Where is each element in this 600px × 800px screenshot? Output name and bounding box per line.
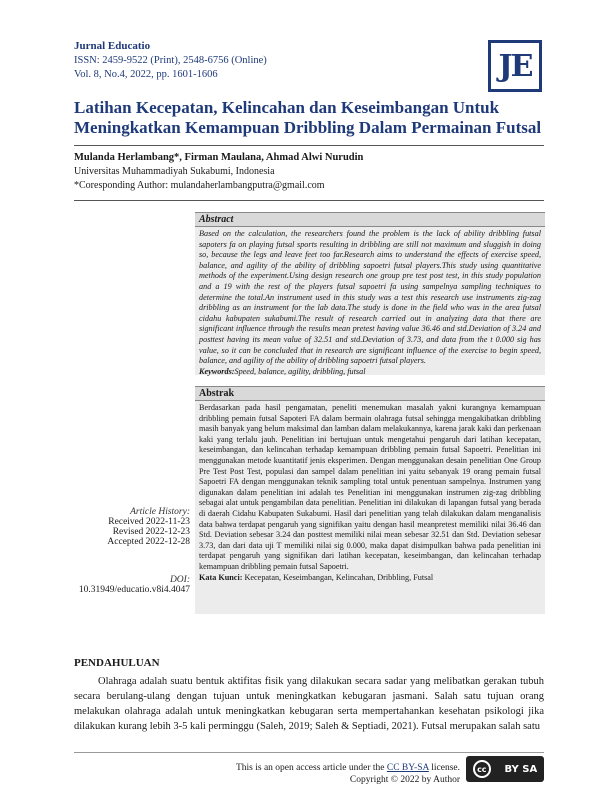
doi-value[interactable]: 10.31949/educatio.v8i4.4047 xyxy=(78,585,190,595)
received-date: Received 2022-11-23 xyxy=(108,517,190,527)
license-link[interactable]: CC BY-SA xyxy=(386,763,429,773)
article-history xyxy=(74,507,190,547)
abstract-en-heading: Abstract xyxy=(195,213,545,227)
abstract-en-box xyxy=(195,212,545,375)
copyright: Copyright © 2022 by Author xyxy=(349,775,460,785)
keywords-id-label: Kata Kunci: xyxy=(199,572,243,582)
abstract-en-body: Based on the calculation, the researchers found the problem is the lack of ability dribbling futsal sapoters fa on playing futsal sports resulting in dribbling are still not maximum and sluggish in doing so, because the legs and leave feet too far.Research aims to understand the effects of exercise speed, balance, and agility of the ability of dribbling sapoetri futsal players.This study using quantitative methods of the experiment.Using design research one group pre test post test, in this study population and a 19 with the rest of the players futsal sapoetri fa using sampelnya sampling techniques to determine the total.An instrument used in this study was a test this research use instruments zig-zag dribbling as an instrument for the lab data.The study is done in the field who was in the area futsal cidahu kabupaten sukabumi.The result of research carried out in analyzing data that there are significant influence through the results mean pretest having value 36.46 and std.Deviation of 3.24 and posttest having its mean value of 32.51 and std.Deviation of 3.73, and data from the t 0.000 sig has value, so it can be concluded that in research are significant influence of the exercise to begin speed, balance, and agility of the ability of dribbling sapoetri futsal players. xyxy=(199,229,541,366)
abstract-id-text xyxy=(195,401,545,585)
section-body: Olahraga adalah suatu bentuk aktifitas fisik yang dilakukan secara sadar yang melibatkan gerakan tubuh secara berulang-ulang dengan tujuan untuk meningkatkan kebugaran jasmani. Salah satu tujuan orang melakukan olahraga adalah untuk meningkatkan kebugaran serta mempertahankan kesehatan psikologi jika dilakukan kurang lebih 3-5 kali perminggu (Saleh, 2019; Saleh & Septiadi, 2021). Futsal merupakan salah satu xyxy=(74,676,544,732)
accepted-date: Accepted 2022-12-28 xyxy=(107,537,190,547)
affiliation: Universitas Muhammadiyah Sukabumi, Indonesia xyxy=(74,166,275,177)
section-title: PENDAHULUAN xyxy=(74,657,160,669)
authors: Mulanda Herlambang*, Firman Maulana, Ahmad Alwi Nurudin xyxy=(74,152,364,163)
article-history-heading: Article History: xyxy=(130,507,190,517)
abstract-id-body: Berdasarkan pada hasil pengamatan, peneliti menemukan masalah yakni kurangnya kemampuan dribbling pemain futsal Sapoteri FA dalam bermain olahraga futsal sehingga mengakibatkan dribbling masih banyak yang belum maksimal dan lamban dalam melakukannya, karena jarak kaki dan perkenaan kaki yang terlalu jauh. Penelitian ini bertujuan untuk mengetahui pengaruh dari latihan kecepatan, keseimbangan, dan kelincahan terhadap kemampuan dribbling pemain futsal Sapoetri. Penelitian ini menggunakan metode kuantitatif jenis eksperimen. Dengan menggunakan desain penelitian One Group Pre Test Post Test, populasi dan sampel dalam penelitian ini yaitu sebanyak 19 orang pemain futsal Sapoetri FA dengan menggunakan teknik sampling total untuk penentuan sampelnya. Instrumen yang digunakan dalam penelitian ini adalah tes Penelitian ini menggunakan instrumen zig-zag dribbling sebagai alat untuk pengambilan data penelitian. Penelitian ini dilakukan di lapangan futsal yang berada di daerah Cidahu Kabupaten Sukabumi. Hasil dari penelitian yang telah dilakukan dalam menganalisis data bahwa terdapat pengaruh yang signifikan yaitu dengan hasil meanpretest memiliki nilai 36.46 dan Std. Deviation sebesar 3.24 dan posttest memiliki nilai mean sebesar 32.51 dan Std. Deviation sebesar 3.73, dan dari data uji T memiliki nilai sig 0.000, maka dapat disimpulkan bahwa pada penelitian ini terdapat pengaruh yang signifikan dari latihan kecepatan, keseimbangan, dan kelincahan terhadap kemampuan dribbling pemain futsal Sapoetri. xyxy=(199,403,541,571)
badge-text: BY SA xyxy=(504,763,538,775)
license-suffix: license. xyxy=(431,763,460,773)
journal-volume: Vol. 8, No.4, 2022, pp. 1601-1606 xyxy=(74,69,218,80)
doi-block xyxy=(74,575,190,595)
divider xyxy=(74,145,544,146)
corresponding-author: *Coresponding Author: mulandaherlambangputra@gmail.com xyxy=(74,180,325,191)
cc-by-sa-badge[interactable] xyxy=(466,756,544,782)
keywords-en-label: Keywords: xyxy=(199,366,235,376)
revised-date: Revised 2022-12-23 xyxy=(112,527,190,537)
abstract-id-box xyxy=(195,386,545,614)
cc-icon: cc xyxy=(473,760,491,778)
license-note xyxy=(230,762,460,786)
abstract-en-text xyxy=(195,227,545,379)
doi-label: DOI: xyxy=(169,575,190,585)
divider xyxy=(74,200,544,201)
footer-divider xyxy=(74,752,544,753)
license-prefix: This is an open access article under the xyxy=(235,763,385,773)
journal-logo xyxy=(488,40,542,92)
article-title: Latihan Kecepatan, Kelincahan dan Keseimbangan Untuk Meningkatkan Kemampuan Dribbling Dalam Permainan Futsal xyxy=(74,98,542,137)
keywords-en: Speed, balance, agility, dribbling, futsal xyxy=(234,366,366,376)
keywords-id: Kecepatan, Keseimbangan, Kelincahan, Dribbling, Futsal xyxy=(244,572,434,582)
logo-text: JE xyxy=(498,48,532,84)
abstract-id-heading: Abstrak xyxy=(195,387,545,401)
journal-issn: ISSN: 2459-9522 (Print), 2548-6756 (Online) xyxy=(74,55,267,66)
journal-name: Jurnal Educatio xyxy=(74,40,151,52)
